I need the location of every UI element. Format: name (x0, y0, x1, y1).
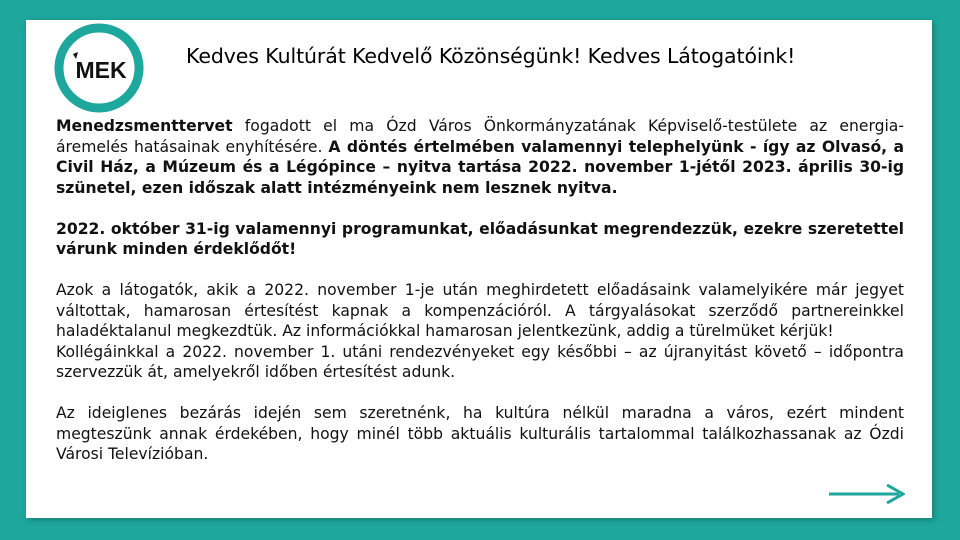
announcement-text (56, 116, 904, 465)
paragraph-television: Az ideiglenes bezárás idején sem szeretnénk, ha kultúra nélkül maradna a város, ezért mindent megteszünk annak érdekében, hogy minél több aktuális kulturális tartalommal találkozhassanak az Ózdi Városi Televízióban. (56, 404, 904, 463)
paragraph-programs-text: 2022. október 31-ig valamennyi programunkat, előadásunkat megrendezzük, ezekre szeretettel várunk minden érdeklődőt! (56, 219, 904, 258)
paragraph-closure-lead: Menedzsmenttervet (56, 117, 233, 135)
paragraph-closure-body: fogadott el ma Ózd Város Önkormányzatának Képviselő-testülete az energia-áremelés hatásainak enyhítésére. (56, 117, 904, 156)
paragraph-rescheduling: Kollégáinkkal a 2022. november 1. utáni rendezvényeket egy későbbi – az újranyitást követő – időpontra szervezzük át, amelyekről időben értesítést adunk. (56, 342, 904, 381)
page-title: Kedves Kultúrát Kedvelő Közönségünk! Kedves Látogatóink! (186, 44, 796, 68)
paragraph-programs (56, 219, 904, 260)
mek-logo (54, 23, 144, 113)
arrow-right-icon[interactable] (829, 483, 905, 505)
paragraph-closure-decision: A döntés értelmében valamennyi telephelyünk - így az Olvasó, a Civil Ház, a Múzeum és a Légópince – nyitva tartása 2022. november 1-jétől 2023. április 30-ig szünetel, ezen időszak alatt intézményeink nem lesznek nyitva. (56, 137, 904, 197)
content-card (26, 20, 932, 518)
svg-text:MEK: MEK (75, 57, 127, 83)
paragraph-closure (56, 116, 904, 198)
paragraph-tickets: Azok a látogatók, akik a 2022. november 1-je után meghirdetett előadásaink valamelyikére már jegyet váltottak, hamarosan értesítést kapnak a kompenzációról. A tárgyalásokat szerződő partnereinkkel haladéktalanul megkezdtük. Az információkkal hamarosan jelentkezünk, addig a türelmüket kérjük! (56, 281, 904, 340)
